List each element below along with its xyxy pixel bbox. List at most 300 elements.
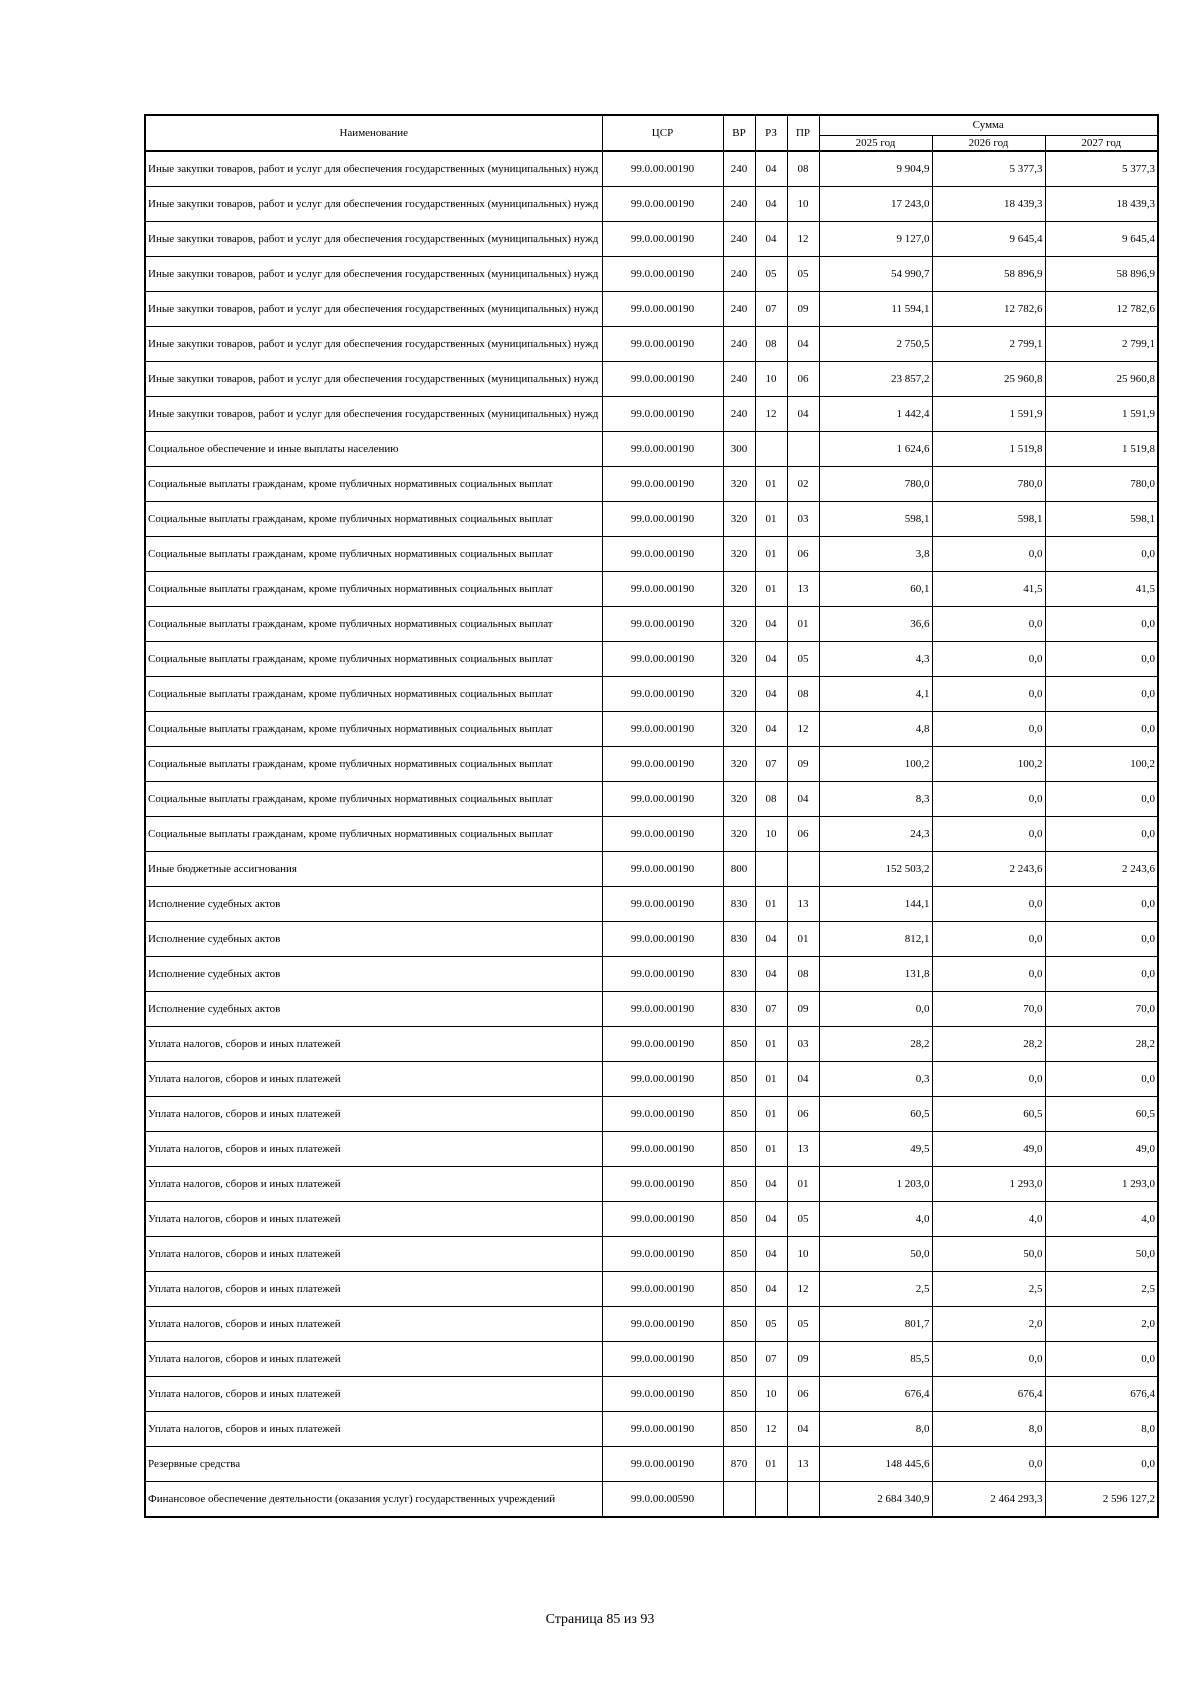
row-value-2025: 2,5 bbox=[819, 1272, 932, 1307]
row-value-2026: 4,0 bbox=[932, 1202, 1045, 1237]
row-name: Социальные выплаты гражданам, кроме публичных нормативных социальных выплат bbox=[145, 712, 602, 747]
row-value-2027: 8,0 bbox=[1045, 1412, 1158, 1447]
table-row bbox=[145, 782, 1158, 817]
row-value-2026: 0,0 bbox=[932, 957, 1045, 992]
row-value-2027: 0,0 bbox=[1045, 782, 1158, 817]
row-value-2027: 2 799,1 bbox=[1045, 327, 1158, 362]
row-csr: 99.0.00.00190 bbox=[602, 1272, 723, 1307]
row-name: Уплата налогов, сборов и иных платежей bbox=[145, 1237, 602, 1272]
row-csr: 99.0.00.00190 bbox=[602, 957, 723, 992]
table-row bbox=[145, 1307, 1158, 1342]
row-pr: 05 bbox=[787, 642, 819, 677]
row-name: Уплата налогов, сборов и иных платежей bbox=[145, 1167, 602, 1202]
row-csr: 99.0.00.00190 bbox=[602, 292, 723, 327]
row-vr: 320 bbox=[723, 677, 755, 712]
row-value-2027: 12 782,6 bbox=[1045, 292, 1158, 327]
row-value-2026: 1 591,9 bbox=[932, 397, 1045, 432]
row-value-2025: 17 243,0 bbox=[819, 187, 932, 222]
row-name: Иные закупки товаров, работ и услуг для обеспечения государственных (муниципальных) нужд bbox=[145, 362, 602, 397]
row-pr: 04 bbox=[787, 1412, 819, 1447]
row-pr: 04 bbox=[787, 782, 819, 817]
row-pr: 03 bbox=[787, 502, 819, 537]
row-value-2025: 4,0 bbox=[819, 1202, 932, 1237]
row-vr: 850 bbox=[723, 1167, 755, 1202]
row-value-2027: 0,0 bbox=[1045, 1062, 1158, 1097]
row-csr: 99.0.00.00190 bbox=[602, 467, 723, 502]
row-value-2025: 0,0 bbox=[819, 992, 932, 1027]
row-csr: 99.0.00.00190 bbox=[602, 1412, 723, 1447]
row-rz: 01 bbox=[755, 1097, 787, 1132]
row-rz: 07 bbox=[755, 747, 787, 782]
row-pr: 13 bbox=[787, 1447, 819, 1482]
row-value-2025: 4,1 bbox=[819, 677, 932, 712]
row-csr: 99.0.00.00190 bbox=[602, 1307, 723, 1342]
row-value-2025: 100,2 bbox=[819, 747, 932, 782]
row-csr: 99.0.00.00190 bbox=[602, 852, 723, 887]
row-csr: 99.0.00.00190 bbox=[602, 362, 723, 397]
row-value-2025: 144,1 bbox=[819, 887, 932, 922]
row-csr: 99.0.00.00190 bbox=[602, 642, 723, 677]
table-row bbox=[145, 467, 1158, 502]
row-value-2025: 812,1 bbox=[819, 922, 932, 957]
row-vr: 240 bbox=[723, 187, 755, 222]
row-value-2025: 8,0 bbox=[819, 1412, 932, 1447]
row-name: Иные закупки товаров, работ и услуг для обеспечения государственных (муниципальных) нужд bbox=[145, 292, 602, 327]
row-pr: 09 bbox=[787, 992, 819, 1027]
row-value-2025: 4,8 bbox=[819, 712, 932, 747]
row-name: Уплата налогов, сборов и иных платежей bbox=[145, 1412, 602, 1447]
row-name: Исполнение судебных актов bbox=[145, 992, 602, 1027]
row-value-2027: 0,0 bbox=[1045, 712, 1158, 747]
row-value-2025: 4,3 bbox=[819, 642, 932, 677]
row-value-2027: 1 591,9 bbox=[1045, 397, 1158, 432]
row-rz: 04 bbox=[755, 607, 787, 642]
row-pr: 08 bbox=[787, 957, 819, 992]
row-value-2025: 598,1 bbox=[819, 502, 932, 537]
row-rz: 08 bbox=[755, 782, 787, 817]
row-value-2026: 2 799,1 bbox=[932, 327, 1045, 362]
row-value-2025: 780,0 bbox=[819, 467, 932, 502]
row-csr: 99.0.00.00190 bbox=[602, 1062, 723, 1097]
row-rz: 04 bbox=[755, 957, 787, 992]
row-value-2027: 49,0 bbox=[1045, 1132, 1158, 1167]
row-csr: 99.0.00.00190 bbox=[602, 537, 723, 572]
row-rz: 05 bbox=[755, 257, 787, 292]
row-csr: 99.0.00.00190 bbox=[602, 502, 723, 537]
row-pr: 04 bbox=[787, 1062, 819, 1097]
header-vr: ВР bbox=[723, 115, 755, 151]
row-value-2026: 50,0 bbox=[932, 1237, 1045, 1272]
row-value-2026: 0,0 bbox=[932, 537, 1045, 572]
row-name: Иные бюджетные ассигнования bbox=[145, 852, 602, 887]
row-value-2027: 2,5 bbox=[1045, 1272, 1158, 1307]
row-value-2025: 54 990,7 bbox=[819, 257, 932, 292]
row-rz: 04 bbox=[755, 1272, 787, 1307]
row-name: Уплата налогов, сборов и иных платежей bbox=[145, 1307, 602, 1342]
row-name: Иные закупки товаров, работ и услуг для обеспечения государственных (муниципальных) нужд bbox=[145, 327, 602, 362]
row-value-2026: 28,2 bbox=[932, 1027, 1045, 1062]
row-value-2025: 148 445,6 bbox=[819, 1447, 932, 1482]
row-vr: 850 bbox=[723, 1132, 755, 1167]
header-year-2025: 2025 год bbox=[819, 136, 932, 152]
row-name: Социальные выплаты гражданам, кроме публичных нормативных социальных выплат bbox=[145, 677, 602, 712]
row-value-2027: 5 377,3 bbox=[1045, 151, 1158, 187]
row-name: Исполнение судебных актов bbox=[145, 922, 602, 957]
row-pr: 08 bbox=[787, 677, 819, 712]
row-value-2026: 18 439,3 bbox=[932, 187, 1045, 222]
table-row bbox=[145, 607, 1158, 642]
row-name: Иные закупки товаров, работ и услуг для обеспечения государственных (муниципальных) нужд bbox=[145, 397, 602, 432]
row-value-2027: 0,0 bbox=[1045, 1342, 1158, 1377]
row-rz: 04 bbox=[755, 642, 787, 677]
row-name: Социальные выплаты гражданам, кроме публичных нормативных социальных выплат bbox=[145, 782, 602, 817]
row-value-2025: 0,3 bbox=[819, 1062, 932, 1097]
row-vr: 320 bbox=[723, 607, 755, 642]
row-name: Уплата налогов, сборов и иных платежей bbox=[145, 1132, 602, 1167]
row-csr: 99.0.00.00190 bbox=[602, 432, 723, 467]
row-value-2025: 3,8 bbox=[819, 537, 932, 572]
row-value-2026: 58 896,9 bbox=[932, 257, 1045, 292]
row-value-2027: 780,0 bbox=[1045, 467, 1158, 502]
row-vr: 850 bbox=[723, 1272, 755, 1307]
row-name: Социальные выплаты гражданам, кроме публичных нормативных социальных выплат bbox=[145, 502, 602, 537]
row-rz: 10 bbox=[755, 362, 787, 397]
table-row bbox=[145, 151, 1158, 187]
row-value-2027: 25 960,8 bbox=[1045, 362, 1158, 397]
row-vr: 320 bbox=[723, 502, 755, 537]
row-name: Социальное обеспечение и иные выплаты населению bbox=[145, 432, 602, 467]
row-value-2026: 0,0 bbox=[932, 642, 1045, 677]
row-pr: 10 bbox=[787, 187, 819, 222]
row-pr: 01 bbox=[787, 607, 819, 642]
row-name: Уплата налогов, сборов и иных платежей bbox=[145, 1027, 602, 1062]
row-value-2027: 9 645,4 bbox=[1045, 222, 1158, 257]
row-value-2026: 0,0 bbox=[932, 607, 1045, 642]
row-vr: 240 bbox=[723, 362, 755, 397]
row-value-2027: 0,0 bbox=[1045, 817, 1158, 852]
row-name: Социальные выплаты гражданам, кроме публичных нормативных социальных выплат bbox=[145, 817, 602, 852]
header-year-2027: 2027 год bbox=[1045, 136, 1158, 152]
row-vr: 300 bbox=[723, 432, 755, 467]
row-value-2026: 676,4 bbox=[932, 1377, 1045, 1412]
row-pr: 09 bbox=[787, 1342, 819, 1377]
row-value-2025: 50,0 bbox=[819, 1237, 932, 1272]
row-name: Финансовое обеспечение деятельности (оказания услуг) государственных учреждений bbox=[145, 1482, 602, 1518]
row-pr: 12 bbox=[787, 222, 819, 257]
row-rz: 04 bbox=[755, 151, 787, 187]
table-row bbox=[145, 922, 1158, 957]
table-row bbox=[145, 1412, 1158, 1447]
row-vr: 240 bbox=[723, 151, 755, 187]
row-vr: 850 bbox=[723, 1202, 755, 1237]
row-pr: 12 bbox=[787, 712, 819, 747]
table-row bbox=[145, 362, 1158, 397]
row-name: Уплата налогов, сборов и иных платежей bbox=[145, 1097, 602, 1132]
row-csr: 99.0.00.00190 bbox=[602, 1132, 723, 1167]
row-value-2025: 9 904,9 bbox=[819, 151, 932, 187]
row-value-2026: 780,0 bbox=[932, 467, 1045, 502]
row-value-2027: 0,0 bbox=[1045, 677, 1158, 712]
row-value-2026: 0,0 bbox=[932, 712, 1045, 747]
row-value-2026: 2 464 293,3 bbox=[932, 1482, 1045, 1518]
row-name: Иные закупки товаров, работ и услуг для обеспечения государственных (муниципальных) нужд bbox=[145, 222, 602, 257]
row-value-2027: 676,4 bbox=[1045, 1377, 1158, 1412]
row-csr: 99.0.00.00190 bbox=[602, 1237, 723, 1272]
row-rz: 04 bbox=[755, 222, 787, 257]
row-name: Иные закупки товаров, работ и услуг для обеспечения государственных (муниципальных) нужд bbox=[145, 257, 602, 292]
row-rz: 01 bbox=[755, 467, 787, 502]
row-value-2027: 2 243,6 bbox=[1045, 852, 1158, 887]
row-rz: 10 bbox=[755, 817, 787, 852]
table-row bbox=[145, 677, 1158, 712]
row-name: Уплата налогов, сборов и иных платежей bbox=[145, 1377, 602, 1412]
row-value-2027: 1 293,0 bbox=[1045, 1167, 1158, 1202]
row-value-2027: 70,0 bbox=[1045, 992, 1158, 1027]
row-vr: 240 bbox=[723, 257, 755, 292]
row-rz: 01 bbox=[755, 887, 787, 922]
header-pr: ПР bbox=[787, 115, 819, 151]
row-vr: 240 bbox=[723, 292, 755, 327]
row-csr: 99.0.00.00190 bbox=[602, 1377, 723, 1412]
row-csr: 99.0.00.00190 bbox=[602, 187, 723, 222]
row-rz bbox=[755, 432, 787, 467]
row-vr: 850 bbox=[723, 1237, 755, 1272]
row-value-2026: 2 243,6 bbox=[932, 852, 1045, 887]
row-csr: 99.0.00.00190 bbox=[602, 922, 723, 957]
row-rz: 08 bbox=[755, 327, 787, 362]
row-value-2027: 28,2 bbox=[1045, 1027, 1158, 1062]
row-value-2027: 4,0 bbox=[1045, 1202, 1158, 1237]
row-csr: 99.0.00.00190 bbox=[602, 1447, 723, 1482]
row-vr: 320 bbox=[723, 817, 755, 852]
table-row bbox=[145, 1447, 1158, 1482]
row-vr: 850 bbox=[723, 1377, 755, 1412]
row-name: Социальные выплаты гражданам, кроме публичных нормативных социальных выплат bbox=[145, 607, 602, 642]
row-value-2026: 5 377,3 bbox=[932, 151, 1045, 187]
row-pr: 06 bbox=[787, 362, 819, 397]
table-row bbox=[145, 852, 1158, 887]
row-rz bbox=[755, 852, 787, 887]
row-rz: 01 bbox=[755, 1447, 787, 1482]
row-pr: 05 bbox=[787, 1307, 819, 1342]
row-value-2025: 23 857,2 bbox=[819, 362, 932, 397]
header-rz: РЗ bbox=[755, 115, 787, 151]
table-row bbox=[145, 1237, 1158, 1272]
row-vr: 320 bbox=[723, 712, 755, 747]
row-name: Социальные выплаты гражданам, кроме публичных нормативных социальных выплат bbox=[145, 537, 602, 572]
row-rz: 01 bbox=[755, 1132, 787, 1167]
row-value-2026: 60,5 bbox=[932, 1097, 1045, 1132]
row-value-2025: 1 442,4 bbox=[819, 397, 932, 432]
table-row bbox=[145, 292, 1158, 327]
row-name: Исполнение судебных актов bbox=[145, 957, 602, 992]
row-csr: 99.0.00.00190 bbox=[602, 992, 723, 1027]
row-value-2027: 0,0 bbox=[1045, 1447, 1158, 1482]
table-body bbox=[145, 151, 1158, 1517]
row-pr: 01 bbox=[787, 1167, 819, 1202]
row-vr: 850 bbox=[723, 1097, 755, 1132]
row-pr: 04 bbox=[787, 327, 819, 362]
table-row bbox=[145, 1482, 1158, 1518]
row-value-2025: 49,5 bbox=[819, 1132, 932, 1167]
row-value-2025: 131,8 bbox=[819, 957, 932, 992]
table-row bbox=[145, 222, 1158, 257]
row-vr: 830 bbox=[723, 922, 755, 957]
row-value-2027: 598,1 bbox=[1045, 502, 1158, 537]
table-row bbox=[145, 572, 1158, 607]
row-csr: 99.0.00.00190 bbox=[602, 1342, 723, 1377]
row-rz: 04 bbox=[755, 1237, 787, 1272]
row-rz: 04 bbox=[755, 1202, 787, 1237]
row-vr: 320 bbox=[723, 467, 755, 502]
header-name: Наименование bbox=[145, 115, 602, 151]
row-value-2027: 0,0 bbox=[1045, 537, 1158, 572]
row-pr bbox=[787, 1482, 819, 1518]
row-vr: 850 bbox=[723, 1307, 755, 1342]
table-row bbox=[145, 187, 1158, 222]
row-rz: 01 bbox=[755, 537, 787, 572]
row-value-2026: 25 960,8 bbox=[932, 362, 1045, 397]
row-name: Социальные выплаты гражданам, кроме публичных нормативных социальных выплат bbox=[145, 747, 602, 782]
row-rz bbox=[755, 1482, 787, 1518]
row-vr: 830 bbox=[723, 992, 755, 1027]
row-rz: 01 bbox=[755, 1062, 787, 1097]
row-value-2026: 2,0 bbox=[932, 1307, 1045, 1342]
row-value-2025: 152 503,2 bbox=[819, 852, 932, 887]
row-vr: 320 bbox=[723, 642, 755, 677]
table-row bbox=[145, 887, 1158, 922]
row-vr: 320 bbox=[723, 782, 755, 817]
row-value-2026: 0,0 bbox=[932, 677, 1045, 712]
table-row bbox=[145, 642, 1158, 677]
row-pr: 09 bbox=[787, 747, 819, 782]
row-value-2026: 41,5 bbox=[932, 572, 1045, 607]
table-row bbox=[145, 327, 1158, 362]
row-value-2026: 0,0 bbox=[932, 817, 1045, 852]
row-value-2027: 41,5 bbox=[1045, 572, 1158, 607]
table-row bbox=[145, 257, 1158, 292]
row-value-2026: 0,0 bbox=[932, 1062, 1045, 1097]
row-vr: 240 bbox=[723, 397, 755, 432]
row-value-2027: 100,2 bbox=[1045, 747, 1158, 782]
table-row bbox=[145, 817, 1158, 852]
row-csr: 99.0.00.00190 bbox=[602, 887, 723, 922]
table-row bbox=[145, 432, 1158, 467]
row-value-2027: 58 896,9 bbox=[1045, 257, 1158, 292]
row-value-2025: 8,3 bbox=[819, 782, 932, 817]
budget-table bbox=[144, 114, 1159, 1518]
row-csr: 99.0.00.00190 bbox=[602, 747, 723, 782]
table-row bbox=[145, 747, 1158, 782]
row-value-2026: 9 645,4 bbox=[932, 222, 1045, 257]
table-row bbox=[145, 1377, 1158, 1412]
row-value-2027: 1 519,8 bbox=[1045, 432, 1158, 467]
row-value-2025: 11 594,1 bbox=[819, 292, 932, 327]
row-pr: 09 bbox=[787, 292, 819, 327]
row-value-2025: 36,6 bbox=[819, 607, 932, 642]
row-value-2027: 60,5 bbox=[1045, 1097, 1158, 1132]
row-value-2026: 1 293,0 bbox=[932, 1167, 1045, 1202]
row-value-2027: 0,0 bbox=[1045, 607, 1158, 642]
row-value-2027: 0,0 bbox=[1045, 642, 1158, 677]
row-csr: 99.0.00.00190 bbox=[602, 1027, 723, 1062]
table-row bbox=[145, 1272, 1158, 1307]
row-pr bbox=[787, 432, 819, 467]
table-row bbox=[145, 502, 1158, 537]
row-value-2027: 2 596 127,2 bbox=[1045, 1482, 1158, 1518]
row-pr: 06 bbox=[787, 1097, 819, 1132]
row-value-2026: 0,0 bbox=[932, 1447, 1045, 1482]
row-rz: 12 bbox=[755, 397, 787, 432]
row-csr: 99.0.00.00190 bbox=[602, 1167, 723, 1202]
row-value-2027: 18 439,3 bbox=[1045, 187, 1158, 222]
row-csr: 99.0.00.00190 bbox=[602, 397, 723, 432]
page-number: Страница 85 из 93 bbox=[545, 1612, 655, 1627]
row-vr: 320 bbox=[723, 572, 755, 607]
row-csr: 99.0.00.00190 bbox=[602, 782, 723, 817]
row-csr: 99.0.00.00190 bbox=[602, 222, 723, 257]
row-pr: 06 bbox=[787, 537, 819, 572]
row-value-2025: 676,4 bbox=[819, 1377, 932, 1412]
row-value-2025: 24,3 bbox=[819, 817, 932, 852]
row-csr: 99.0.00.00190 bbox=[602, 712, 723, 747]
row-rz: 01 bbox=[755, 502, 787, 537]
row-vr: 830 bbox=[723, 887, 755, 922]
row-rz: 05 bbox=[755, 1307, 787, 1342]
row-vr: 850 bbox=[723, 1412, 755, 1447]
row-pr: 01 bbox=[787, 922, 819, 957]
row-vr: 870 bbox=[723, 1447, 755, 1482]
row-pr: 08 bbox=[787, 151, 819, 187]
row-csr: 99.0.00.00190 bbox=[602, 677, 723, 712]
row-csr: 99.0.00.00190 bbox=[602, 257, 723, 292]
row-pr: 04 bbox=[787, 397, 819, 432]
row-name: Иные закупки товаров, работ и услуг для обеспечения государственных (муниципальных) нужд bbox=[145, 151, 602, 187]
row-value-2026: 0,0 bbox=[932, 887, 1045, 922]
row-value-2025: 2 684 340,9 bbox=[819, 1482, 932, 1518]
row-name: Резервные средства bbox=[145, 1447, 602, 1482]
row-pr: 02 bbox=[787, 467, 819, 502]
row-value-2025: 9 127,0 bbox=[819, 222, 932, 257]
row-value-2025: 60,1 bbox=[819, 572, 932, 607]
row-pr: 06 bbox=[787, 817, 819, 852]
row-rz: 04 bbox=[755, 1167, 787, 1202]
table-row bbox=[145, 1167, 1158, 1202]
table-row bbox=[145, 1202, 1158, 1237]
row-rz: 04 bbox=[755, 922, 787, 957]
row-value-2026: 100,2 bbox=[932, 747, 1045, 782]
row-pr: 06 bbox=[787, 1377, 819, 1412]
row-rz: 04 bbox=[755, 677, 787, 712]
row-rz: 01 bbox=[755, 572, 787, 607]
row-value-2026: 0,0 bbox=[932, 922, 1045, 957]
row-value-2026: 12 782,6 bbox=[932, 292, 1045, 327]
row-pr: 13 bbox=[787, 572, 819, 607]
row-value-2025: 85,5 bbox=[819, 1342, 932, 1377]
row-rz: 04 bbox=[755, 187, 787, 222]
row-rz: 07 bbox=[755, 1342, 787, 1377]
row-pr: 05 bbox=[787, 257, 819, 292]
row-csr: 99.0.00.00190 bbox=[602, 151, 723, 187]
table-row bbox=[145, 957, 1158, 992]
row-value-2027: 0,0 bbox=[1045, 887, 1158, 922]
row-name: Исполнение судебных актов bbox=[145, 887, 602, 922]
table-row bbox=[145, 1062, 1158, 1097]
header-year-2026: 2026 год bbox=[932, 136, 1045, 152]
row-csr: 99.0.00.00590 bbox=[602, 1482, 723, 1518]
row-value-2027: 50,0 bbox=[1045, 1237, 1158, 1272]
row-vr: 800 bbox=[723, 852, 755, 887]
